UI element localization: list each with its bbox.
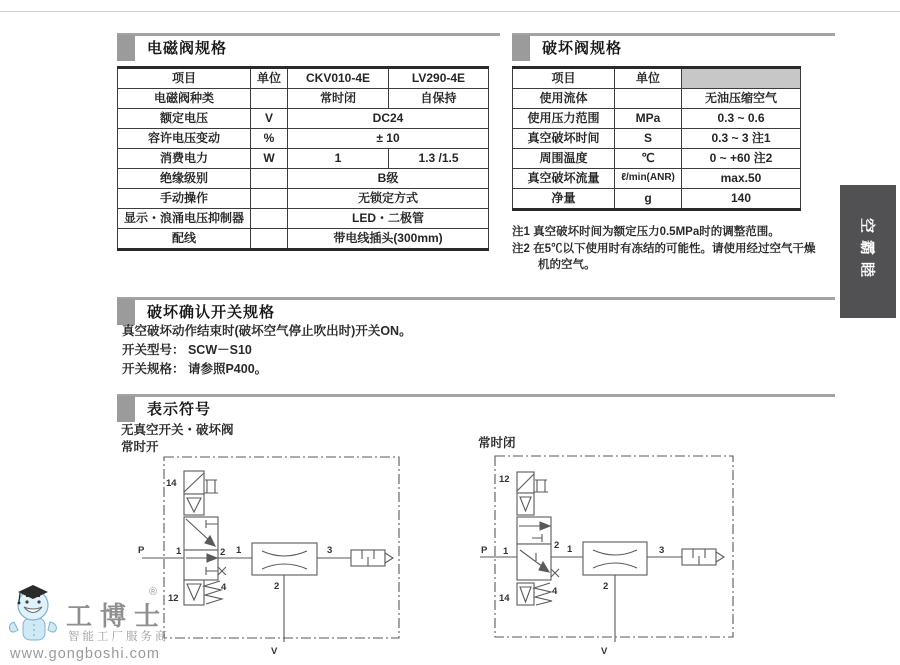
cell-item: 真空破坏流量 xyxy=(513,169,615,189)
table-row xyxy=(118,129,489,149)
watermark-name: 工博士 xyxy=(66,602,169,632)
pilot-label-bottom: 12 xyxy=(168,593,179,604)
cell-value: 140 xyxy=(682,189,801,210)
cell-unit xyxy=(251,189,288,209)
watermark-tagline: 智能工厂服务商 xyxy=(68,631,170,643)
manual-override-symbol xyxy=(534,480,548,492)
break-spec-table xyxy=(512,66,801,211)
port-label-2: 2 xyxy=(554,540,560,551)
switch-line-2: 开关型号： SCW－S10 xyxy=(122,342,252,357)
port-label-p: P xyxy=(138,545,145,556)
section-rule xyxy=(117,33,500,36)
header-item: 项目 xyxy=(118,68,251,89)
registered-mark: ® xyxy=(149,586,158,598)
note-2: 注2 在5℃以下使用时有冻结的可能性。请使用经过空气干燥机的空气。 xyxy=(512,242,816,272)
cell-value: ± 10 xyxy=(288,129,489,149)
header-item: 项目 xyxy=(513,68,615,89)
table-header-row xyxy=(118,68,489,89)
table-header-row xyxy=(513,68,801,89)
section-solenoid-spec xyxy=(117,33,500,63)
table-row xyxy=(513,109,801,129)
cell-value: 0.3 ~ 3 注1 xyxy=(682,129,801,149)
cell-value: 带电线插头(300mm) xyxy=(288,229,489,250)
flow-out-label: 3 xyxy=(327,545,333,556)
section-rule xyxy=(117,394,835,397)
cell-item: 使用流体 xyxy=(513,89,615,109)
cell-value: 0.3 ~ 0.6 xyxy=(682,109,801,129)
exhaust-blocked-mark xyxy=(218,567,226,575)
switch-spec-body xyxy=(122,322,412,378)
header-value xyxy=(682,68,801,89)
spring-symbol xyxy=(204,581,222,604)
cell-value: 1 xyxy=(288,149,389,169)
port-label-1: 1 xyxy=(503,546,509,557)
table-row xyxy=(118,89,489,109)
cell-item: 容许电压变动 xyxy=(118,129,251,149)
cell-value: DC24 xyxy=(288,109,489,129)
symbol-subtitle: 无真空开关・破坏阀 xyxy=(121,423,234,437)
cell-unit: V xyxy=(251,109,288,129)
table-row xyxy=(118,169,489,189)
side-tab: 空霸睦 xyxy=(840,185,896,318)
table-row xyxy=(118,209,489,229)
note-1: 注1 真空破坏时间为额定压力0.5MPa时的调整范围。 xyxy=(512,226,780,238)
section-rule xyxy=(512,33,835,36)
cell-item: 绝缘级别 xyxy=(118,169,251,189)
cell-unit xyxy=(251,89,288,109)
port-label-4: 4 xyxy=(552,586,558,597)
flow-in-label: 1 xyxy=(567,544,573,555)
table-row xyxy=(513,129,801,149)
table-row xyxy=(118,229,489,250)
section-title-symbols: 表示符号 xyxy=(147,401,212,418)
solenoid-spec-table xyxy=(117,66,489,251)
manual-override-symbol xyxy=(204,480,218,493)
section-title-break: 破坏阀规格 xyxy=(542,40,623,57)
vacuum-port-label: V xyxy=(601,646,608,657)
table-row xyxy=(118,149,489,169)
switch-line-1: 真空破坏动作结束时(破坏空气停止吹出时)开关ON。 xyxy=(122,324,412,338)
table-row xyxy=(513,189,801,210)
cell-unit: g xyxy=(615,189,682,210)
flow-unit-box xyxy=(583,542,647,575)
port-label-2: 2 xyxy=(220,547,226,558)
label-normally-open: 常时开 xyxy=(121,440,159,454)
valve-position-bottom xyxy=(184,550,218,580)
cell-value: 0 ~ +60 注2 xyxy=(682,149,801,169)
port-label-1: 1 xyxy=(176,546,182,557)
port-label-p: P xyxy=(481,545,488,556)
pilot-label-top: 12 xyxy=(499,474,510,485)
cell-item: 额定电压 xyxy=(118,109,251,129)
section-break-spec xyxy=(512,33,835,63)
section-title-solenoid: 电磁阀规格 xyxy=(147,40,228,57)
table-row xyxy=(513,89,801,109)
cell-unit xyxy=(251,169,288,189)
label-normally-closed: 常时闭 xyxy=(478,436,516,450)
table-row xyxy=(118,189,489,209)
mascot-icon xyxy=(6,580,62,646)
cell-item: 消费电力 xyxy=(118,149,251,169)
cell-value: 自保持 xyxy=(389,89,489,109)
section-title-switch: 破坏确认开关规格 xyxy=(147,304,276,321)
cell-value: max.50 xyxy=(682,169,801,189)
cell-unit xyxy=(615,89,682,109)
watermark-logo xyxy=(6,580,206,662)
header-unit: 单位 xyxy=(251,68,288,89)
cell-unit xyxy=(251,209,288,229)
flow-bottom-label: 2 xyxy=(603,581,609,592)
cell-item: 电磁阀种类 xyxy=(118,89,251,109)
cell-item: 真空破坏时间 xyxy=(513,129,615,149)
watermark-url: www.gongboshi.com xyxy=(10,646,160,662)
cell-value: 无油压缩空气 xyxy=(682,89,801,109)
cell-item: 手动操作 xyxy=(118,189,251,209)
pilot-label-bottom: 14 xyxy=(499,593,510,604)
cell-value: 常时闭 xyxy=(288,89,389,109)
pilot-label-top: 14 xyxy=(166,478,177,489)
section-marker xyxy=(117,35,135,61)
port-label-4: 4 xyxy=(221,582,227,593)
cell-item: 配线 xyxy=(118,229,251,250)
switch-line-3: 开关规格： 请参照P400。 xyxy=(122,361,268,376)
cell-unit: ℃ xyxy=(615,149,682,169)
flow-out-label: 3 xyxy=(659,545,665,556)
cell-unit: W xyxy=(251,149,288,169)
header-model-ckv: CKV010-4E xyxy=(288,68,389,89)
cell-unit: MPa xyxy=(615,109,682,129)
cell-item: 使用压力范围 xyxy=(513,109,615,129)
cell-item: 周围温度 xyxy=(513,149,615,169)
table-row xyxy=(513,149,801,169)
break-table-notes xyxy=(512,224,822,274)
cell-item: 净量 xyxy=(513,189,615,210)
cell-value: 1.3 /1.5 xyxy=(389,149,489,169)
cell-item: 显示・浪涌电压抑制器 xyxy=(118,209,251,229)
cell-value: 无锁定方式 xyxy=(288,189,489,209)
cell-value: LED・二极管 xyxy=(288,209,489,229)
vacuum-port-label: V xyxy=(271,646,278,657)
section-marker xyxy=(117,396,135,422)
cell-unit xyxy=(251,229,288,250)
spring-symbol xyxy=(534,583,552,605)
top-rule xyxy=(0,11,900,12)
table-row xyxy=(513,169,801,189)
flow-bottom-label: 2 xyxy=(274,581,280,592)
header-model-lv: LV290-4E xyxy=(389,68,489,89)
cell-unit: S xyxy=(615,129,682,149)
cell-value: B级 xyxy=(288,169,489,189)
valve-position-top xyxy=(517,517,551,544)
cell-unit: % xyxy=(251,129,288,149)
flow-unit-box xyxy=(252,543,317,575)
pneumatic-diagram-normally-closed xyxy=(470,446,770,665)
section-rule xyxy=(117,297,835,300)
section-marker xyxy=(512,35,530,61)
flow-in-label: 1 xyxy=(236,545,242,556)
table-row xyxy=(118,109,489,129)
valve-position-bottom xyxy=(517,544,551,580)
cell-unit: ℓ/min(ANR) xyxy=(615,169,682,189)
header-unit: 单位 xyxy=(615,68,682,89)
exhaust-blocked-mark xyxy=(551,569,559,577)
